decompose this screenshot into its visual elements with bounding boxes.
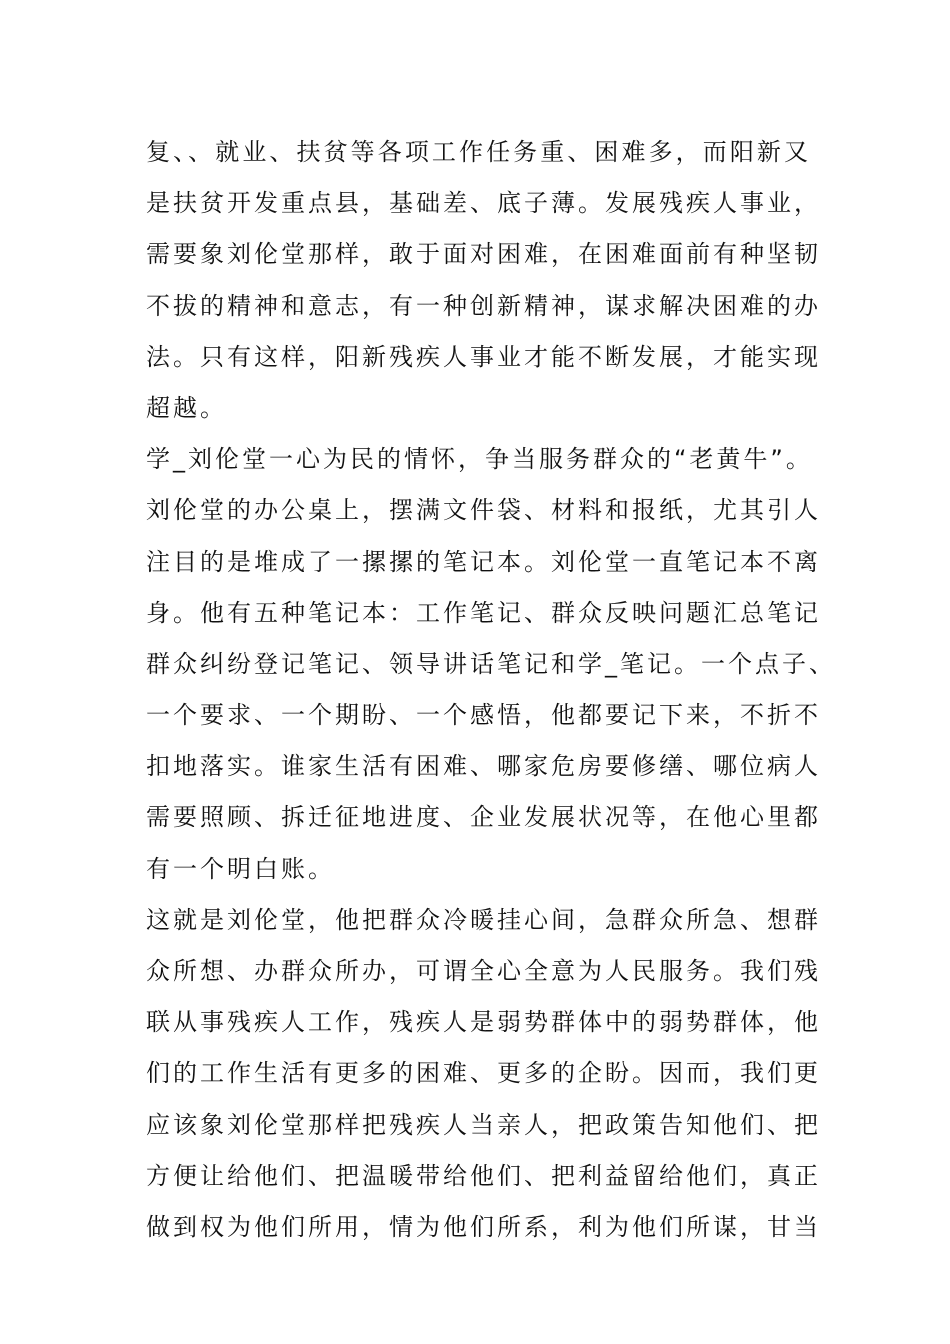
text-line: 学_刘伦堂一心为民的情怀，争当服务群众的“老黄牛”。 xyxy=(146,445,813,474)
text-line: 联从事残疾人工作，残疾人是弱势群体中的弱势群体，他 xyxy=(146,1008,821,1037)
text-line: 众所想、办群众所办，可谓全心全意为人民服务。我们残 xyxy=(146,957,821,985)
text-line: 超越。 xyxy=(146,393,227,422)
text-line: 群众纠纷登记笔记、领导讲话笔记和学_笔记。一个点子、 xyxy=(146,649,836,678)
text-line: 身。他有五种笔记本：工作笔记、群众反映问题汇总笔记 xyxy=(146,598,821,627)
text-line: 应该象刘伦堂那样把残疾人当亲人，把政策告知他们、把 xyxy=(146,1110,821,1139)
text-line: 方便让给他们、把温暖带给他们、把利益留给他们，真正 xyxy=(146,1161,821,1190)
text-line: 需要照顾、拆迁征地进度、企业发展状况等，在他心里都 xyxy=(146,803,821,832)
text-line: 一个要求、一个期盼、一个感悟，他都要记下来，不折不 xyxy=(146,701,821,730)
text-line: 法。只有这样，阳新残疾人事业才能不断发展，才能实现 xyxy=(146,342,821,371)
text-line: 注目的是堆成了一摞摞的笔记本。刘伦堂一直笔记本不离 xyxy=(146,547,821,576)
text-line: 做到权为他们所用，情为他们所系，利为他们所谋，甘当 xyxy=(146,1212,821,1241)
text-line: 复、、就业、扶贫等各项工作任务重、困难多，而阳新又 xyxy=(146,138,811,166)
body-text xyxy=(146,127,836,1253)
text-line: 不拔的精神和意志，有一种创新精神，谋求解决困难的办 xyxy=(146,291,821,320)
text-line: 需要象刘伦堂那样，敢于面对困难，在困难面前有种坚韧 xyxy=(146,240,821,269)
text-line: 们的工作生活有更多的困难、更多的企盼。因而，我们更 xyxy=(146,1059,821,1088)
text-line: 刘伦堂的办公桌上，摆满文件袋、材料和报纸，尤其引人 xyxy=(146,496,821,525)
text-line: 有一个明白账。 xyxy=(146,854,335,883)
text-line: 这就是刘伦堂，他把群众冷暖挂心间，急群众所急、想群 xyxy=(146,905,821,934)
text-line: 扣地落实。谁家生活有困难、哪家危房要修缮、哪位病人 xyxy=(146,752,821,781)
text-line: 是扶贫开发重点县，基础差、底子薄。发展残疾人事业， xyxy=(146,189,821,218)
